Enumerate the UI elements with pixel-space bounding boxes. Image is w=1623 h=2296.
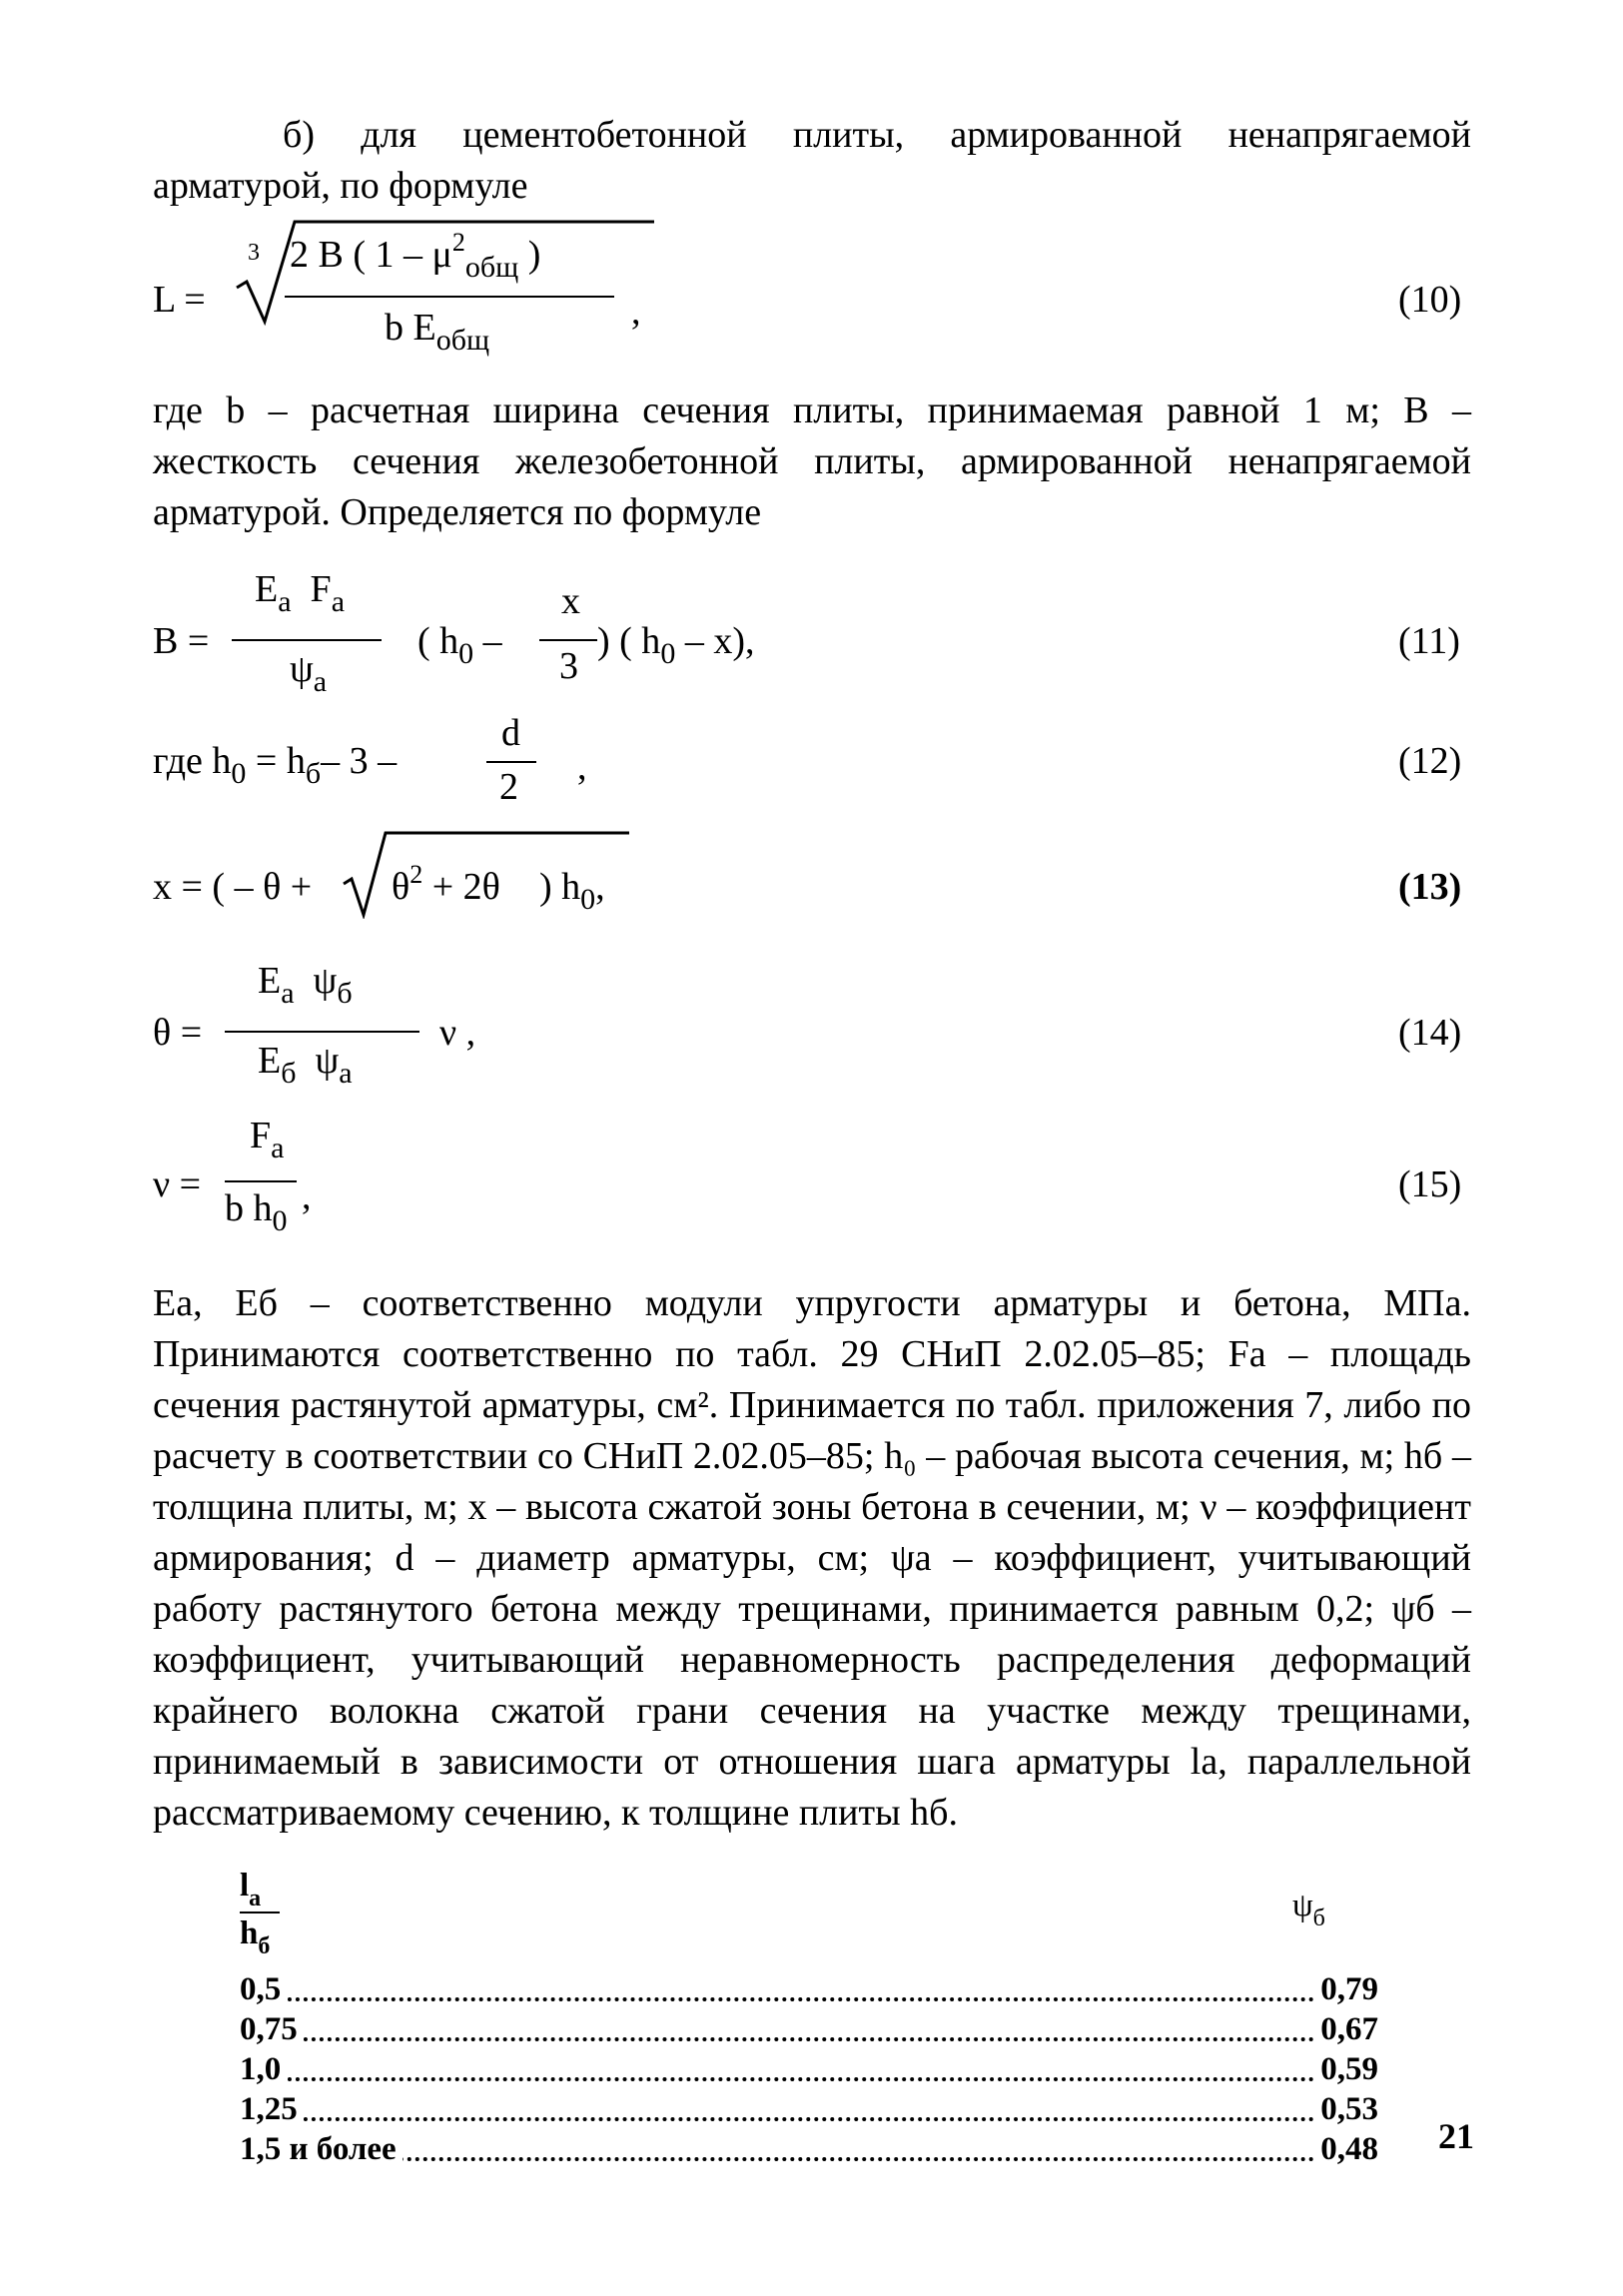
eq11-bracket-a: ( $h_0$ – [417,620,502,670]
ratio-cell: 1,25 [240,2091,304,2128]
eq14-number: (14) [1398,1012,1462,1054]
eq10-number: (10) [1398,279,1462,321]
eq12-denominator: 2 [499,766,518,808]
eq10-comma: , [631,291,641,333]
eq14-tail: ν , [439,1012,476,1054]
eq14-denominator: $E_б$ $\psi_a$ [258,1040,353,1090]
psi-cell: 0,67 [1314,2011,1378,2048]
eq10-fraction-bar [285,296,614,298]
ratio-cell: 1,5 и более [240,2131,403,2168]
intro-paragraph: б) для цементобетонной плиты, армированной ненапрягаемой арматурой, по формуле [153,114,1471,207]
table-row [240,1971,1378,2011]
eq11-fraction-bar [232,639,382,641]
eq10-root-index: 3 [248,240,260,266]
eq15-denominator: b $h_0$ [225,1187,288,1237]
eq11-bracket-b: ) ( $h_0 - x$), [597,620,755,670]
eq10-lhs: L = [153,279,206,321]
eq15-lhs: ν = [153,1163,202,1205]
header-ratio-denominator: $h_б$ [240,1915,271,1959]
symbols-definition-paragraph: Eа, Eб – соответственно модули упругости арматуры и бетона, МПа. Принимаются соответственно по табл. 29 СНиП 2.02.05–85; Fа – площадь сечения растянутой арматуры, см². Принимается по табл. приложения 7, либо по расчету в соответствии со СНиП 2.02.05–85; h₀ – рабочая высота сечения, м; hб – толщина плиты, м; x – высота сжатой зоны бетона в сечении, м; ν – коэффициент армирования; d – диаметр арматуры, см; ψа – коэффициент, учитывающий работу растянутого бетона между трещинами, принимается равным 0,2; ψб – коэффициент, учитывающий неравномерность распределения деформаций крайнего волокна сжатой грани сечения на участке между трещинами, принимаемый в зависимости от отношения шага арматуры lа, параллельной рассматриваемому сечению, к толщине плиты hб. [153,1282,1471,1834]
ratio-cell: 0,5 [240,1971,287,2008]
eq15-fraction-bar [225,1180,297,1182]
eq14-lhs: θ = [153,1012,203,1054]
eq13-lhs: x = ( – θ + [153,866,313,908]
psi-cell: 0,53 [1314,2091,1378,2128]
eq12-number: (12) [1398,740,1462,782]
eq11-x-fraction-bar [539,639,597,641]
leader-dots [240,2077,1378,2081]
table-row [240,2131,1378,2171]
eq11-denominator: $\psi_a$ [290,648,328,698]
table-row [240,2011,1378,2051]
psi-ratio-table [240,1868,1378,2167]
leader-dots [240,2117,1378,2121]
eq10-denominator: b $E_{общ}$ [385,307,490,357]
eq15-number: (15) [1398,1163,1462,1205]
psi-cell: 0,48 [1314,2131,1378,2168]
eq13-radicand: $\theta^2 + 2\theta$ [392,860,500,908]
leader-dots [240,2037,1378,2041]
eq11-numerator: $E_a$ $F_a$ [255,568,346,618]
leader-dots [240,2157,1378,2161]
eq13-number: (13) [1398,866,1462,908]
psi-cell: 0,59 [1314,2051,1378,2088]
eq15-comma: , [302,1175,312,1217]
eq12-numerator: d [501,712,520,754]
psi-cell: 0,79 [1314,1971,1378,2008]
table-row [240,2051,1378,2091]
eq14-fraction-bar [225,1031,419,1033]
eq14-numerator: $E_a$ $\psi_б$ [258,960,353,1010]
eq10-numerator: 2 B ( $1 - \mu^2_{общ}$ ) [290,228,541,284]
table-row [240,2091,1378,2131]
eq11-lhs: B = [153,620,210,662]
eq15-numerator: $F_a$ [250,1115,285,1164]
eq12-lhs: где $h_0 = h_б-$ 3 – [153,740,398,790]
eq11-x-numerator: x [561,580,580,622]
header-ratio-numerator: $l_a$ [240,1868,262,1912]
table-header-psi: $\psi_б$ [1292,1888,1325,1931]
ratio-cell: 0,75 [240,2011,304,2048]
page-number: 21 [1438,2116,1474,2156]
eq11-x-denominator: 3 [559,645,578,687]
eq11-number: (11) [1398,620,1460,662]
eq13-rest: ) $h_0$, [539,866,605,916]
ratio-cell: 1,0 [240,2051,287,2088]
definition-paragraph-b: где b – расчетная ширина сечения плиты, принимаемая равной 1 м; B – жесткость сечения железобетонной плиты, армированной ненапрягаемой арматурой. Определяется по формуле [153,389,1471,533]
leader-dots [240,1997,1378,2001]
eq12-comma: , [577,746,587,788]
eq12-fraction-bar [486,761,536,763]
header-ratio-bar [240,1912,280,1913]
